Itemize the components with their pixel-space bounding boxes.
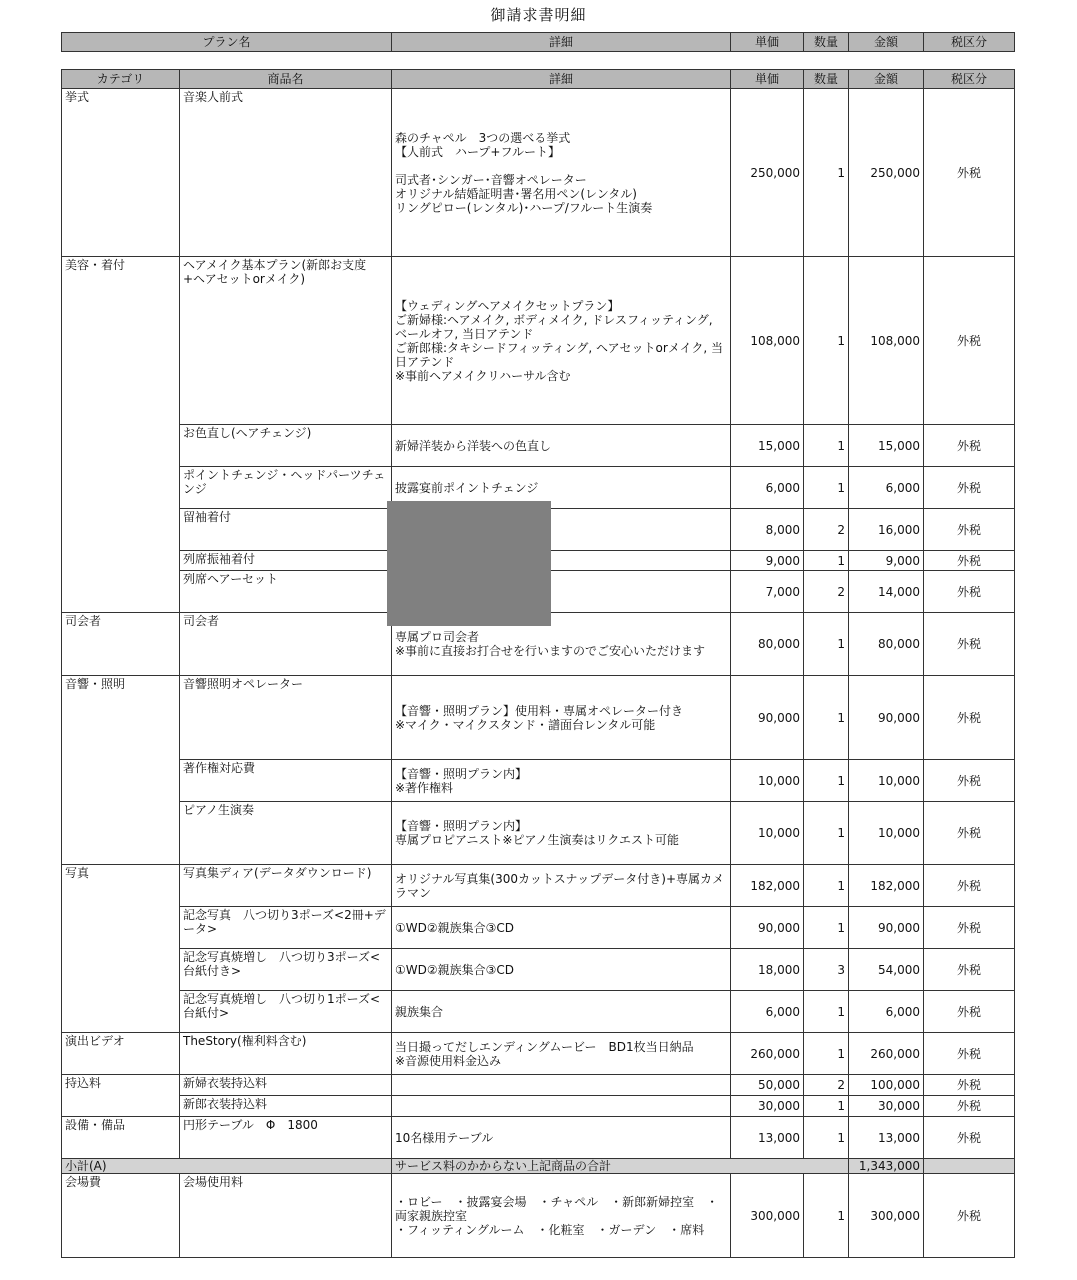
tax-type-cell: 外税: [924, 676, 1015, 760]
tax-type-cell: 外税: [924, 425, 1015, 467]
tax-type-cell: 外税: [924, 551, 1015, 571]
category-cell: 美容・着付: [62, 257, 180, 613]
detail-header: 詳細: [392, 70, 731, 89]
unit-price-cell: 10,000: [731, 760, 804, 802]
product-name-cell: お色直し(ヘアチェンジ): [180, 425, 392, 467]
unit-price-cell: 8,000: [731, 509, 804, 551]
detail-cell: 10名様用テーブル: [392, 1117, 731, 1159]
product-name-cell: 列席ヘアーセット: [180, 571, 392, 613]
quantity-cell: 1: [804, 613, 849, 676]
category-cell: 司会者: [62, 613, 180, 676]
unit-price-cell: 182,000: [731, 865, 804, 907]
amount-cell: 10,000: [849, 760, 924, 802]
category-cell: 持込料: [62, 1075, 180, 1117]
tax-type-cell: 外税: [924, 89, 1015, 257]
detail-cell: 【ウェディングヘアメイクセットプラン】 ご新婦様:ヘアメイク, ボディメイク, ドレスフィッティング, ベールオフ, 当日アテンド ご新郎様:タキシードフィッティング, ヘアセットorメイク, 当日アテンド ※事前ヘアメイクリハーサル含む: [392, 257, 731, 425]
tax-type-cell: 外税: [924, 760, 1015, 802]
quantity-cell: 1: [804, 991, 849, 1033]
detail-cell: 新婦洋装から洋装への色直し: [392, 425, 731, 467]
subtotal-row: [62, 1159, 1015, 1174]
amount-cell: 9,000: [849, 551, 924, 571]
unit-price-cell: 30,000: [731, 1096, 804, 1117]
product-name-cell: ヘアメイク基本プラン(新郎お支度+ヘアセットorメイク): [180, 257, 392, 425]
tax-type-cell: 外税: [924, 467, 1015, 509]
quantity-cell: 3: [804, 949, 849, 991]
quantity-cell: 1: [804, 257, 849, 425]
table-row: [62, 676, 1015, 760]
quantity-cell: 1: [804, 467, 849, 509]
unit-price-cell: 300,000: [731, 1174, 804, 1258]
unit-price-cell: 250,000: [731, 89, 804, 257]
product-name-cell: 司会者: [180, 613, 392, 676]
invoice-items-table: [61, 69, 1015, 1258]
quantity-cell: 2: [804, 571, 849, 613]
detail-cell: 披露宴前ポイントチェンジ: [392, 467, 731, 509]
tax-type-cell: 外税: [924, 991, 1015, 1033]
quantity-cell: 2: [804, 509, 849, 551]
category-header: カテゴリ: [62, 70, 180, 89]
unit-price-cell: 13,000: [731, 1117, 804, 1159]
tax-type-cell: 外税: [924, 257, 1015, 425]
plan-amount-header: 金額: [849, 33, 924, 52]
detail-cell: オリジナル写真集(300カットスナップデータ付き)+専属カメラマン: [392, 865, 731, 907]
detail-cell: ・ロビー ・披露宴会場 ・チャペル ・新郎新婦控室 ・両家親族控室 ・フィッティングルーム ・化粧室 ・ガーデン ・席料: [392, 1174, 731, 1258]
unit-price-cell: 6,000: [731, 991, 804, 1033]
detail-cell: 当日撮ってだしエンディングムービー BD1枚当日納品 ※音源使用料金込み: [392, 1033, 731, 1075]
product-name-cell: 留袖着付: [180, 509, 392, 551]
product-name-cell: 音楽人前式: [180, 89, 392, 257]
product-name-cell: ピアノ生演奏: [180, 802, 392, 865]
tax-type-cell: 外税: [924, 613, 1015, 676]
quantity-cell: 1: [804, 1096, 849, 1117]
detail-cell: ①WD②親族集合③CD: [392, 907, 731, 949]
quantity-cell: 1: [804, 907, 849, 949]
plan-price-header: 単価: [731, 33, 804, 52]
plan-tax-header: 税区分: [924, 33, 1015, 52]
amount-cell: 10,000: [849, 802, 924, 865]
unit-price-cell: 260,000: [731, 1033, 804, 1075]
category-cell: 会場費: [62, 1174, 180, 1258]
unit-price-cell: 50,000: [731, 1075, 804, 1096]
tax-type-cell: 外税: [924, 1033, 1015, 1075]
subtotal-amount: 1,343,000: [849, 1159, 924, 1174]
tax-type-cell: 外税: [924, 865, 1015, 907]
table-row: [62, 1117, 1015, 1159]
product-name-cell: 列席振袖着付: [180, 551, 392, 571]
amount-cell: 100,000: [849, 1075, 924, 1096]
quantity-cell: 1: [804, 1033, 849, 1075]
amount-cell: 54,000: [849, 949, 924, 991]
product-name-cell: 写真集ディア(データダウンロード): [180, 865, 392, 907]
plan-qty-header: 数量: [804, 33, 849, 52]
unit-price-cell: 9,000: [731, 551, 804, 571]
amount-cell: 90,000: [849, 907, 924, 949]
tax-type-cell: 外税: [924, 1117, 1015, 1159]
tax-type-cell: 外税: [924, 571, 1015, 613]
detail-cell: [392, 1075, 731, 1096]
product-header: 商品名: [180, 70, 392, 89]
product-name-cell: 新婦衣装持込料: [180, 1075, 392, 1096]
amount-cell: 6,000: [849, 991, 924, 1033]
amount-cell: 182,000: [849, 865, 924, 907]
subtotal-tax-empty: [924, 1159, 1015, 1174]
tax-type-cell: 外税: [924, 802, 1015, 865]
tax-header: 税区分: [924, 70, 1015, 89]
table-row: [62, 802, 1015, 865]
quantity-cell: 1: [804, 802, 849, 865]
detail-cell: 【音響・照明プラン内】 専属プロピアニスト※ピアノ生演奏はリクエスト可能: [392, 802, 731, 865]
table-row: [62, 949, 1015, 991]
unit-price-cell: 7,000: [731, 571, 804, 613]
amount-cell: 16,000: [849, 509, 924, 551]
detail-cell: [392, 1096, 731, 1117]
product-name-cell: ポイントチェンジ・ヘッドパーツチェンジ: [180, 467, 392, 509]
table-row: [62, 865, 1015, 907]
product-name-cell: TheStory(権利料含む): [180, 1033, 392, 1075]
product-name-cell: 著作権対応費: [180, 760, 392, 802]
detail-cell: 親族集合: [392, 991, 731, 1033]
amount-cell: 14,000: [849, 571, 924, 613]
product-name-cell: 音響照明オペレーター: [180, 676, 392, 760]
amount-cell: 15,000: [849, 425, 924, 467]
amount-cell: 90,000: [849, 676, 924, 760]
product-name-cell: 会場使用料: [180, 1174, 392, 1258]
tax-type-cell: 外税: [924, 949, 1015, 991]
qty-header: 数量: [804, 70, 849, 89]
detail-cell: 専属プロ司会者 ※事前に直接お打合せを行いますのでご安心いただけます: [392, 613, 731, 676]
tax-type-cell: 外税: [924, 1174, 1015, 1258]
tax-type-cell: 外税: [924, 1096, 1015, 1117]
table-row: [62, 760, 1015, 802]
tax-type-cell: 外税: [924, 509, 1015, 551]
table-row: [62, 907, 1015, 949]
unit-price-cell: 90,000: [731, 676, 804, 760]
unit-price-cell: 80,000: [731, 613, 804, 676]
table-row: [62, 1096, 1015, 1117]
table-row: [62, 991, 1015, 1033]
category-cell: 写真: [62, 865, 180, 1033]
plan-name-header: プラン名: [62, 33, 392, 52]
quantity-cell: 1: [804, 1174, 849, 1258]
amount-cell: 30,000: [849, 1096, 924, 1117]
tax-type-cell: 外税: [924, 907, 1015, 949]
product-name-cell: 記念写真 八つ切り3ポーズ<2冊+データ>: [180, 907, 392, 949]
unit-price-cell: 15,000: [731, 425, 804, 467]
category-cell: 演出ビデオ: [62, 1033, 180, 1075]
subtotal-detail: サービス料のかからない上記商品の合計: [392, 1159, 849, 1174]
amount-cell: 260,000: [849, 1033, 924, 1075]
quantity-cell: 1: [804, 551, 849, 571]
category-cell: 音響・照明: [62, 676, 180, 865]
table-row: [62, 1174, 1015, 1258]
product-name-cell: 円形テーブル Φ 1800: [180, 1117, 392, 1159]
product-name-cell: 新郎衣装持込料: [180, 1096, 392, 1117]
quantity-cell: 1: [804, 676, 849, 760]
unit-price-cell: 90,000: [731, 907, 804, 949]
quantity-cell: 2: [804, 1075, 849, 1096]
document-title: 御請求書明細: [490, 6, 587, 24]
product-name-cell: 記念写真焼増し 八つ切り1ポーズ<台紙付>: [180, 991, 392, 1033]
unit-price-cell: 108,000: [731, 257, 804, 425]
subtotal-label: 小計(A): [62, 1159, 392, 1174]
detail-cell: ①WD②親族集合③CD: [392, 949, 731, 991]
table-row: [62, 1075, 1015, 1096]
category-cell: 挙式: [62, 89, 180, 257]
quantity-cell: 1: [804, 760, 849, 802]
plan-detail-header: 詳細: [392, 33, 731, 52]
price-header: 単価: [731, 70, 804, 89]
table-row: [62, 425, 1015, 467]
redaction-box: [387, 501, 551, 626]
detail-cell: 【音響・照明プラン内】 ※著作権料: [392, 760, 731, 802]
amount-cell: 80,000: [849, 613, 924, 676]
plan-header-table: [61, 32, 1015, 52]
unit-price-cell: 10,000: [731, 802, 804, 865]
amount-cell: 13,000: [849, 1117, 924, 1159]
table-row: [62, 1033, 1015, 1075]
detail-cell: 【音響・照明プラン】使用料・専属オペレーター付き ※マイク・マイクスタンド・譜面台レンタル可能: [392, 676, 731, 760]
tax-type-cell: 外税: [924, 1075, 1015, 1096]
detail-cell: 森のチャペル 3つの選べる挙式 【人前式 ハープ+フルート】 司式者･シンガー･音響オペレーター オリジナル結婚証明書･署名用ペン(レンタル) リングピロー(レンタル)･ハープ/フルート生演奏: [392, 89, 731, 257]
quantity-cell: 1: [804, 425, 849, 467]
product-name-cell: 記念写真焼増し 八つ切り3ポーズ<台紙付き>: [180, 949, 392, 991]
quantity-cell: 1: [804, 89, 849, 257]
unit-price-cell: 18,000: [731, 949, 804, 991]
item-header-row: [62, 70, 1015, 89]
table-row: [62, 257, 1015, 425]
amount-cell: 250,000: [849, 89, 924, 257]
amount-cell: 6,000: [849, 467, 924, 509]
amount-cell: 108,000: [849, 257, 924, 425]
quantity-cell: 1: [804, 1117, 849, 1159]
quantity-cell: 1: [804, 865, 849, 907]
amount-cell: 300,000: [849, 1174, 924, 1258]
plan-header-row: [62, 33, 1015, 52]
category-cell: 設備・備品: [62, 1117, 180, 1159]
table-row: [62, 89, 1015, 257]
amount-header: 金額: [849, 70, 924, 89]
unit-price-cell: 6,000: [731, 467, 804, 509]
